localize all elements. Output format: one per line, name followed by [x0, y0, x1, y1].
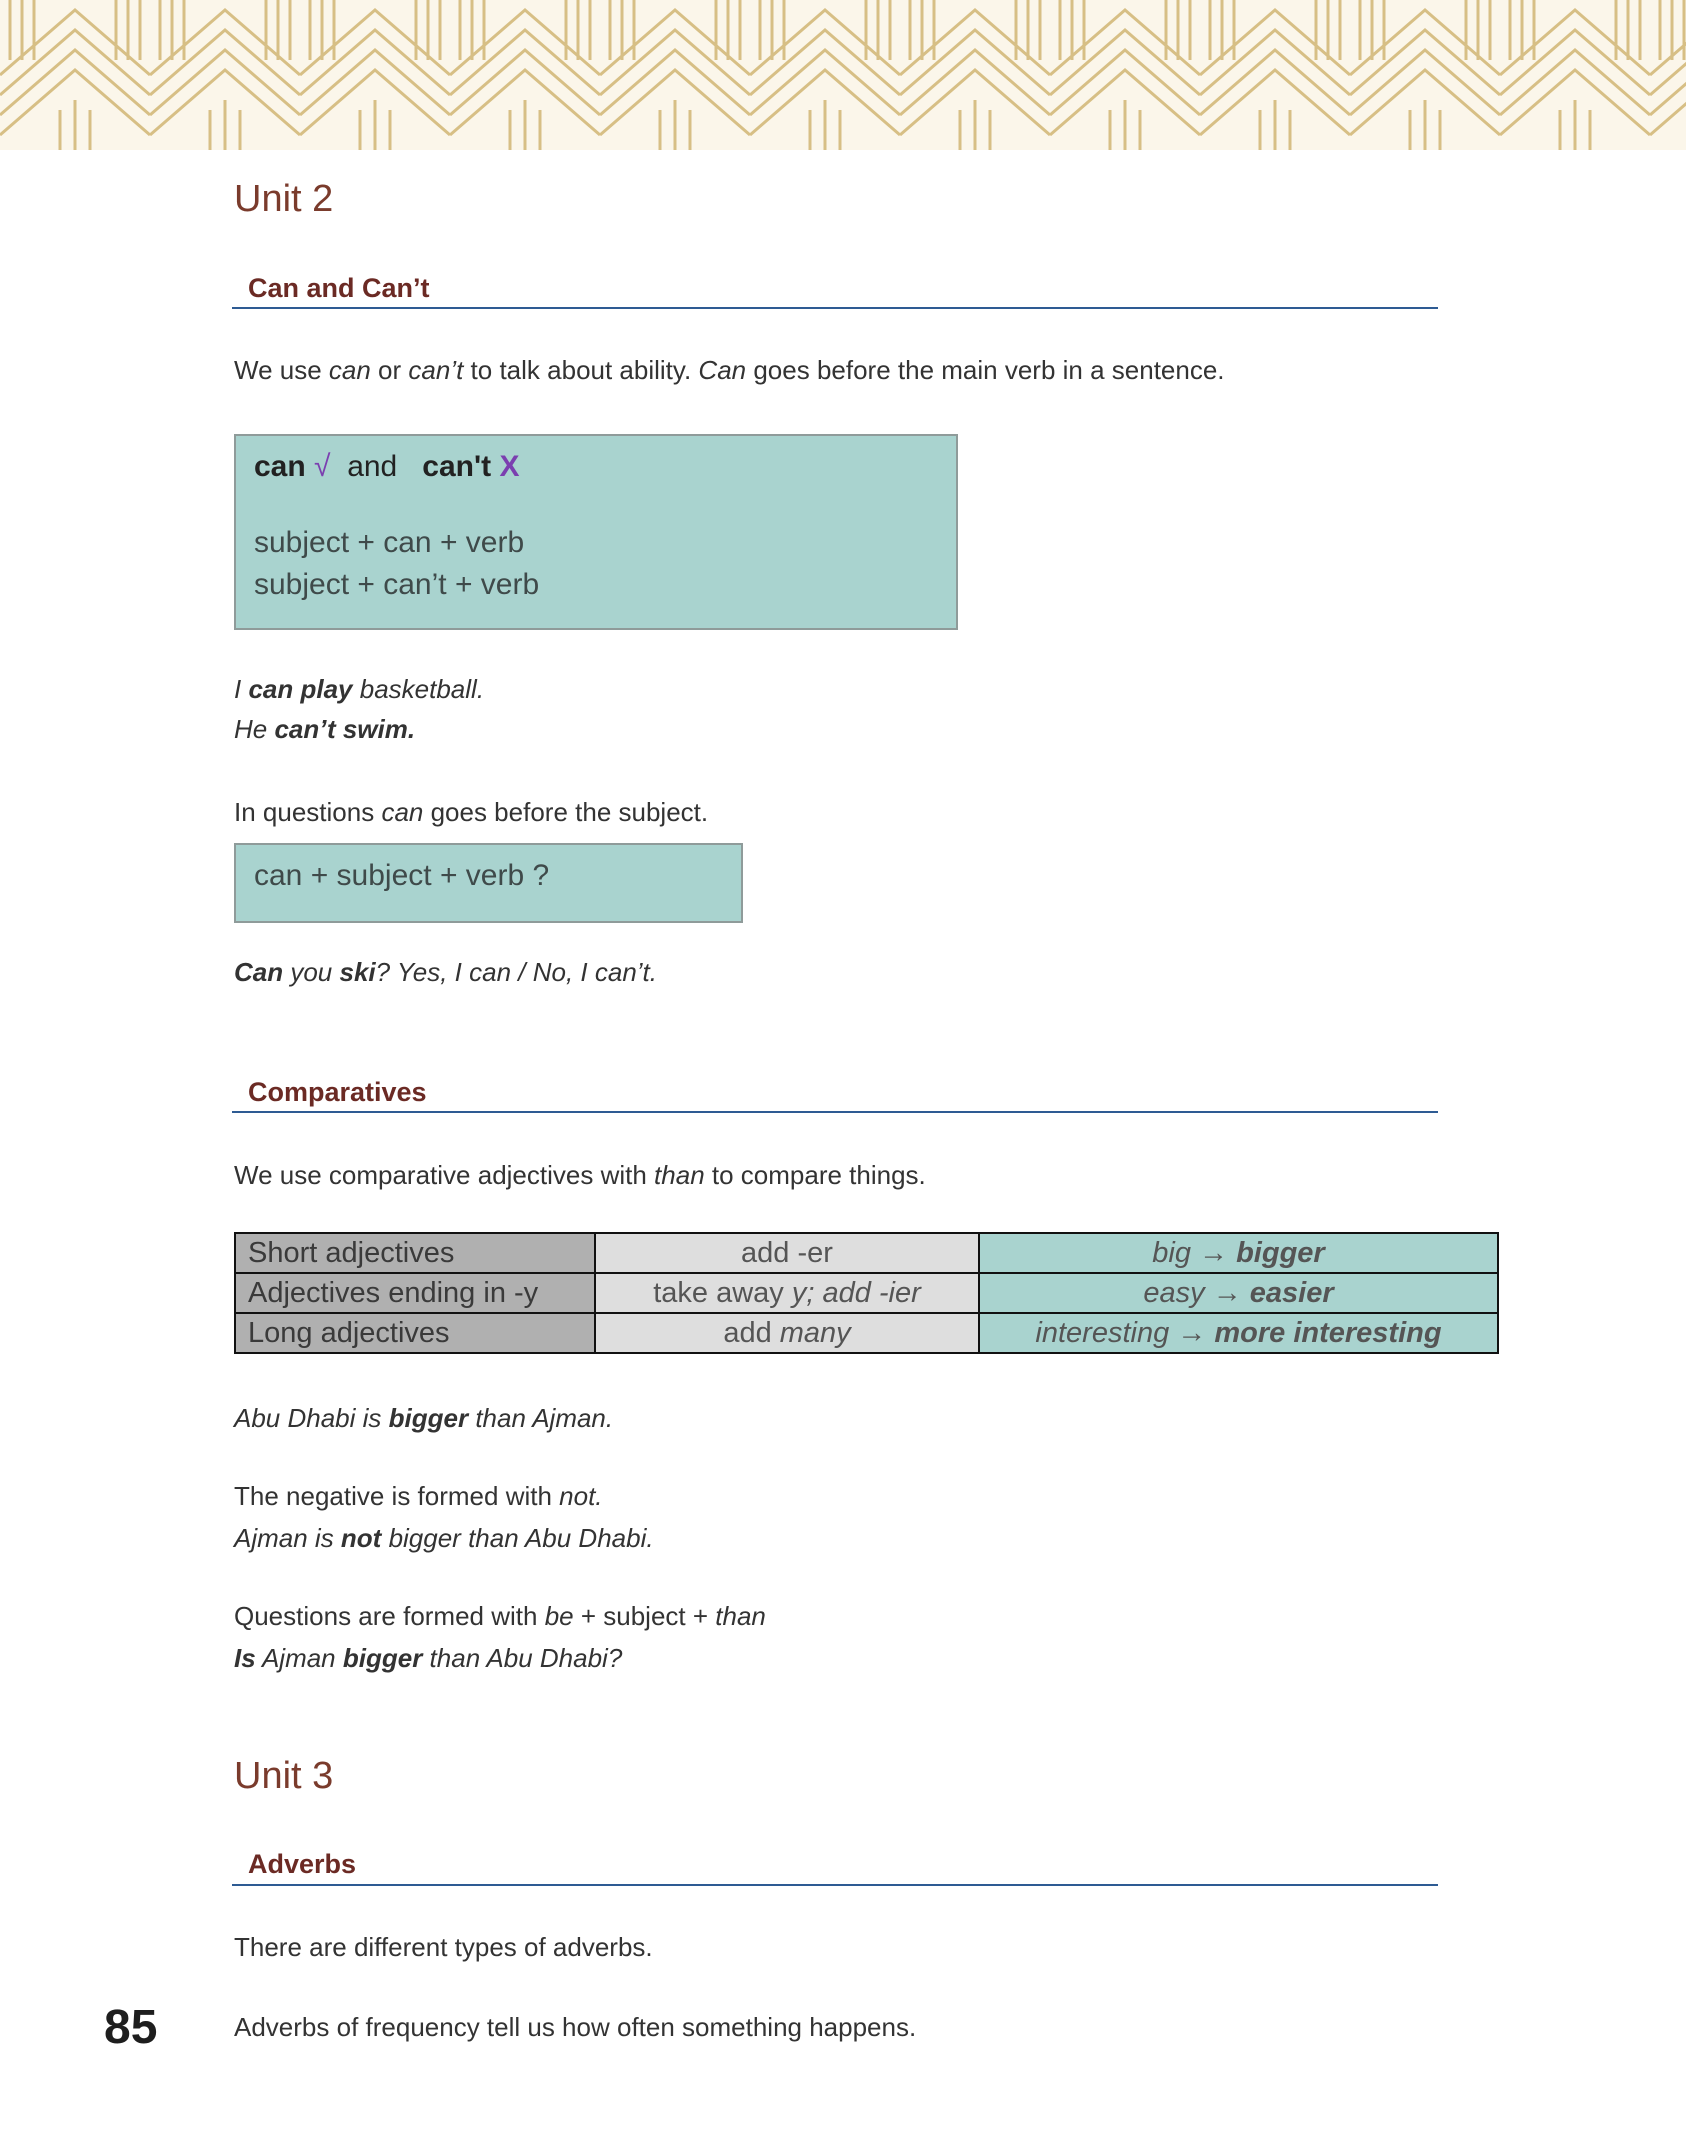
can-cant-heading: Can and Can’t [248, 273, 430, 303]
rule-box-header: can √ and can't X [254, 450, 520, 483]
unit-3-title: Unit 3 [234, 1755, 334, 1797]
comparatives-table [234, 1232, 1499, 1354]
can-example-2: He can’t swim. [234, 714, 416, 744]
question-example: Can you ski? Yes, I can / No, I can’t. [234, 957, 657, 987]
decorative-pattern-banner [0, 0, 1686, 150]
table-cell-rule: take away y; add -ier [595, 1273, 979, 1313]
table-row [235, 1233, 1498, 1273]
cross-icon: X [499, 450, 520, 483]
section-divider [232, 1111, 1438, 1113]
negative-example: Ajman is not bigger than Abu Dhabi. [234, 1523, 654, 1553]
page-number: 85 [104, 2001, 158, 2054]
table-cell-example: interesting → more interesting [979, 1313, 1498, 1353]
comparative-question-example: Is Ajman bigger than Abu Dhabi? [234, 1643, 623, 1673]
table-cell-type: Long adjectives [235, 1313, 595, 1353]
tick-icon: √ [314, 450, 331, 483]
negative-intro-text: The negative is formed with not. [234, 1481, 603, 1511]
question-rule-line: can + subject + verb ? [254, 859, 550, 892]
can-cant-rule-box [234, 434, 958, 630]
arrow-icon: → [1199, 1236, 1229, 1269]
comparative-example: Abu Dhabi is bigger than Ajman. [234, 1403, 614, 1433]
section-divider [232, 1884, 1438, 1886]
question-rule-box [234, 843, 743, 923]
can-intro-text: We use can or can’t to talk about ability. Can goes before the main verb in a sentence. [234, 355, 1225, 385]
rule-box-line-2: subject + can’t + verb [254, 568, 540, 601]
arrow-icon: → [1212, 1276, 1242, 1309]
questions-intro-text: In questions can goes before the subject. [234, 797, 709, 827]
adverbs-text-1: There are different types of adverbs. [234, 1932, 653, 1962]
can-example-1: I can play basketball. [234, 674, 485, 704]
adverbs-text-2: Adverbs of frequency tell us how often something happens. [234, 2012, 917, 2042]
unit-2-title: Unit 2 [234, 178, 334, 220]
table-cell-type: Short adjectives [235, 1233, 595, 1273]
table-row [235, 1313, 1498, 1353]
table-row [235, 1273, 1498, 1313]
section-divider [232, 307, 1438, 309]
question-formation-text: Questions are formed with be + subject + than [234, 1601, 766, 1631]
adverbs-heading: Adverbs [248, 1849, 357, 1879]
table-cell-example: easy → easier [979, 1273, 1498, 1313]
comparatives-heading: Comparatives [248, 1077, 427, 1107]
rule-box-line-1: subject + can + verb [254, 526, 525, 559]
table-cell-type: Adjectives ending in -y [235, 1273, 595, 1313]
table-cell-rule: add -er [595, 1233, 979, 1273]
table-cell-rule: add many [595, 1313, 979, 1353]
table-cell-example: big → bigger [979, 1233, 1498, 1273]
arrow-icon: → [1177, 1316, 1207, 1349]
comparatives-intro-text: We use comparative adjectives with than to compare things. [234, 1160, 926, 1190]
